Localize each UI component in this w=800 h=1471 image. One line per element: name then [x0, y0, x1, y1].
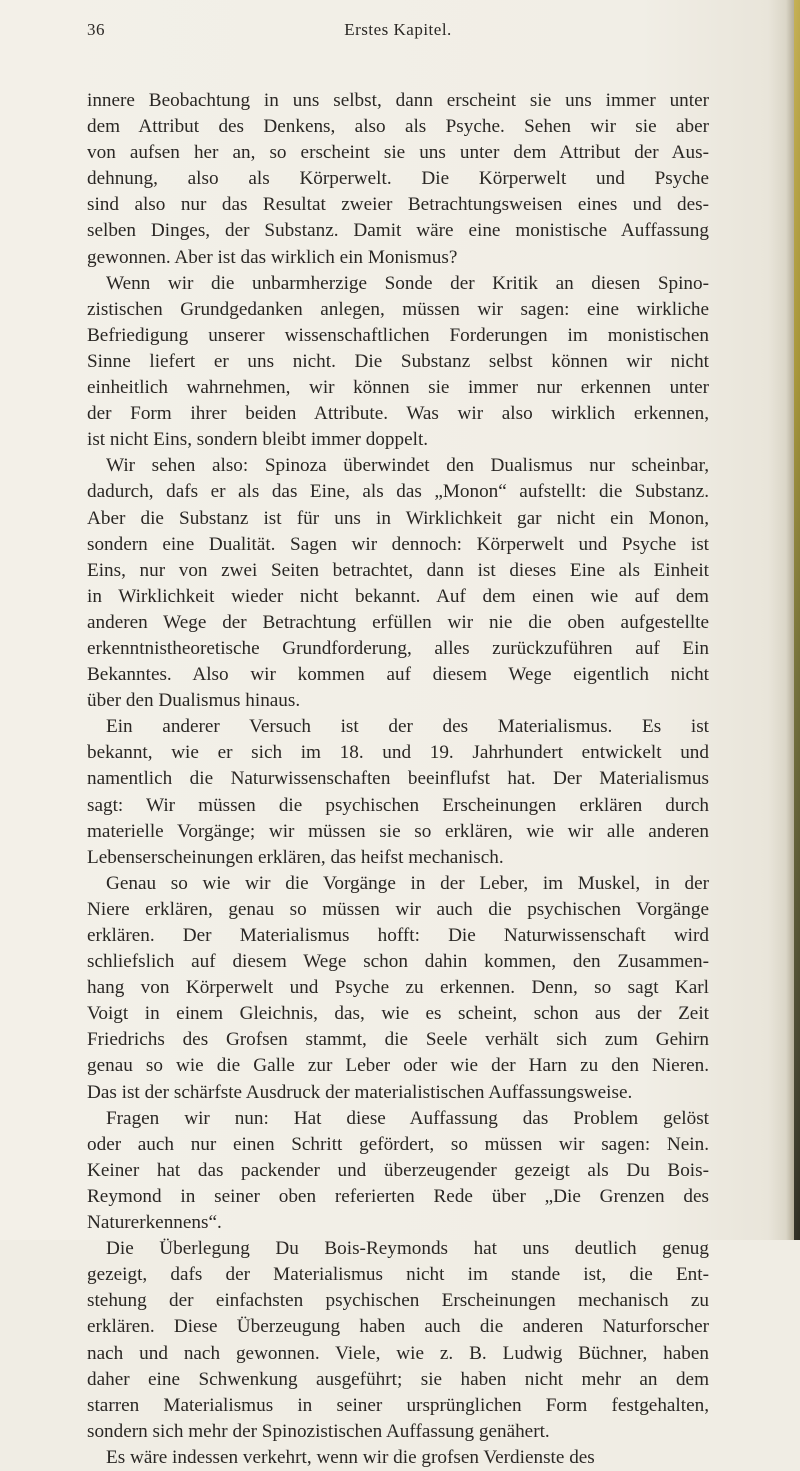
text-line: Ein anderer Versuch ist der des Materialismus. Es ist — [106, 716, 709, 738]
text-line: gezeigt, dafs der Materialismus nicht im stande ist, die Ent- — [87, 1264, 709, 1286]
text-line: dem Attribut des Denkens, also als Psyche. Sehen wir sie aber — [87, 116, 709, 138]
book-edge — [794, 0, 800, 1240]
text-line: Sinne liefert er uns nicht. Die Substanz selbst können wir nicht — [87, 350, 709, 372]
body-text — [87, 88, 709, 1471]
text-line: ist nicht Eins, sondern bleibt immer doppelt. — [87, 429, 429, 451]
text-line: stehung der einfachsten psychischen Erscheinungen mechanisch zu — [87, 1290, 709, 1312]
text-line: Die Überlegung Du Bois-Reymonds hat uns deutlich genug — [106, 1238, 709, 1260]
text-line: schliefslich auf diesem Wege schon dahin kommen, den Zusammen- — [87, 951, 709, 973]
text-line: Es wäre indessen verkehrt, wenn wir die grofsen Verdienste des — [106, 1446, 595, 1468]
text-line: Lebenserscheinungen erklären, das heifst mechanisch. — [87, 846, 504, 868]
text-line: nach und nach gewonnen. Viele, wie z. B. Ludwig Büchner, haben — [87, 1342, 709, 1364]
text-line: dehnung, also als Körperwelt. Die Körperwelt und Psyche — [87, 168, 709, 190]
text-line: Friedrichs des Grofsen stammt, die Seele verhält sich zum Gehirn — [87, 1029, 709, 1051]
text-line: genau so wie die Galle zur Leber oder wie der Harn zu den Nieren. — [87, 1055, 709, 1077]
text-line: Wir sehen also: Spinoza überwindet den Dualismus nur scheinbar, — [106, 455, 709, 477]
text-line: starren Materialismus in seiner ursprünglichen Form festgehalten, — [87, 1394, 709, 1416]
text-line: Wenn wir die unbarmherzige Sonde der Kritik an diesen Spino- — [106, 272, 709, 294]
text-line: in Wirklichkeit wieder nicht bekannt. Auf dem einen wie auf dem — [87, 585, 709, 607]
text-line: Naturerkennens“. — [87, 1212, 222, 1234]
text-line: Fragen wir nun: Hat diese Auffassung das Problem gelöst — [106, 1107, 709, 1129]
text-line: Eins, nur von zwei Seiten betrachtet, dann ist dieses Eine als Einheit — [87, 559, 709, 581]
text-line: erklären. Diese Überzeugung haben auch die anderen Naturforscher — [87, 1316, 709, 1338]
running-title: Erstes Kapitel. — [344, 20, 452, 39]
text-line: Reymond in seiner oben referierten Rede über „Die Grenzen des — [87, 1185, 709, 1207]
page-number: 36 — [87, 20, 105, 39]
text-line: selben Dinges, der Substanz. Damit wäre eine monistische Auffassung — [87, 220, 709, 242]
text-line: oder auch nur einen Schritt gefördert, so müssen wir sagen: Nein. — [87, 1133, 709, 1155]
text-line: erkenntnistheoretische Grundforderung, alles zurückzuführen auf Ein — [87, 637, 709, 659]
text-line: daher eine Schwenkung ausgeführt; sie haben nicht mehr an dem — [87, 1368, 709, 1390]
text-line: dadurch, dafs er als das Eine, als das „Monon“ aufstellt: die Substanz. — [87, 481, 709, 503]
text-line: Genau so wie wir die Vorgänge in der Leber, im Muskel, in der — [106, 872, 709, 894]
text-line: Keiner hat das packender und überzeugender gezeigt als Du Bois- — [87, 1159, 709, 1181]
text-line: sagt: Wir müssen die psychischen Erscheinungen erklären durch — [87, 794, 709, 816]
text-line: sind also nur das Resultat zweier Betrachtungsweisen eines und des- — [87, 194, 709, 216]
text-line: namentlich die Naturwissenschaften beeinflufst hat. Der Materialismus — [87, 768, 709, 790]
text-line: sondern sich mehr der Spinozistischen Auffassung genähert. — [87, 1420, 550, 1442]
text-line: Bekanntes. Also wir kommen auf diesem Wege eigentlich nicht — [87, 664, 709, 686]
text-line: Befriedigung unserer wissenschaftlichen Forderungen im monistischen — [87, 324, 709, 346]
text-line: gewonnen. Aber ist das wirklich ein Monismus? — [87, 246, 458, 268]
text-line: hang von Körperwelt und Psyche zu erkennen. Denn, so sagt Karl — [87, 977, 709, 999]
text-line: über den Dualismus hinaus. — [87, 690, 301, 712]
text-line: einheitlich wahrnehmen, wir können sie immer nur erkennen unter — [87, 377, 709, 399]
page-header — [87, 20, 709, 46]
text-line: von aufsen her an, so erscheint sie uns unter dem Attribut der Aus- — [87, 142, 709, 164]
text-line: der Form ihrer beiden Attribute. Was wir also wirklich erkennen, — [87, 403, 709, 425]
text-line: Das ist der schärfste Ausdruck der materialistischen Auffassungsweise. — [87, 1081, 633, 1103]
text-line: erklären. Der Materialismus hofft: Die Naturwissenschaft wird — [87, 925, 709, 946]
text-line: Niere erklären, genau so müssen wir auch die psychischen Vorgänge — [87, 898, 709, 920]
text-line: zistischen Grundgedanken anlegen, müssen wir sagen: eine wirkliche — [87, 298, 709, 320]
text-line: anderen Wege der Betrachtung erfüllen wir nie die oben aufgestellte — [87, 611, 709, 633]
text-line: sondern eine Dualität. Sagen wir dennoch: Körperwelt und Psyche ist — [87, 533, 709, 555]
text-line: innere Beobachtung in uns selbst, dann erscheint sie uns immer unter — [87, 90, 709, 111]
text-line: materielle Vorgänge; wir müssen sie so erklären, wie wir alle anderen — [87, 820, 709, 842]
text-line: Voigt in einem Gleichnis, das, wie es scheint, schon aus der Zeit — [87, 1003, 709, 1025]
text-line: bekannt, wie er sich im 18. und 19. Jahrhundert entwickelt und — [87, 742, 709, 764]
text-line: Aber die Substanz ist für uns in Wirklichkeit gar nicht ein Monon, — [87, 507, 709, 529]
